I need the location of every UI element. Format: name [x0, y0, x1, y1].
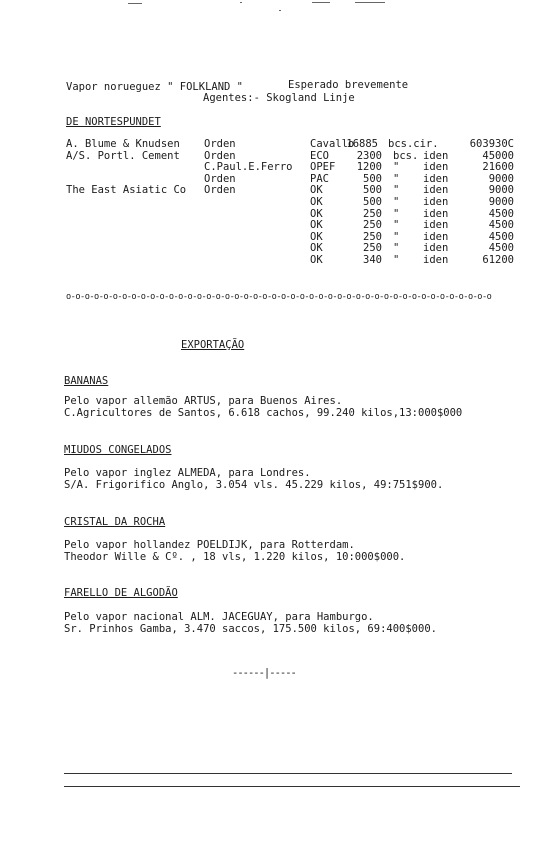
cargo-ditto: iden: [423, 219, 449, 232]
cargo-consignee: Orden: [204, 149, 236, 162]
cargo-unit: ": [393, 219, 400, 232]
expected-note: Esperado brevemente: [288, 79, 409, 91]
cargo-price: 45000: [482, 149, 514, 162]
cargo-ditto: iden: [423, 230, 449, 243]
cargo-unit: ": [393, 196, 400, 208]
cargo-price: 4500: [488, 230, 514, 243]
section-title: DE NORTESPUNDET: [66, 116, 161, 128]
cargo-quantity: 250: [363, 207, 382, 220]
cargo-ditto: iden: [423, 254, 449, 266]
cargo-unit: bcs.cir.: [388, 138, 439, 150]
cargo-shipper: A. Blume & Knudsen: [66, 138, 180, 150]
export-section-title: BANANAS: [64, 375, 109, 387]
cargo-ditto: iden: [423, 172, 449, 185]
cargo-quantity: 500: [363, 172, 382, 185]
cargo-price: 9000: [488, 172, 514, 185]
cargo-price: 4500: [488, 242, 514, 255]
cargo-shipper: A/S. Portl. Cement: [66, 149, 180, 162]
cargo-unit: ": [393, 184, 400, 197]
cargo-quantity: 340: [363, 254, 382, 266]
cargo-price: 4500: [488, 219, 514, 232]
scan-speck: [312, 2, 330, 3]
agents-line: Agentes:- Skogland Linje: [203, 92, 355, 104]
scan-speck: [355, 2, 385, 3]
cargo-unit: ": [393, 207, 400, 220]
cargo-mark: PAC: [310, 172, 329, 185]
cargo-mark: ECO: [310, 149, 329, 162]
export-line: S/A. Frigorifico Anglo, 3.054 vls. 45.229 kilos, 49:751$900.: [64, 479, 444, 491]
cargo-mark: OK: [310, 242, 323, 255]
cargo-ditto: iden: [423, 196, 449, 208]
cargo-mark: OK: [310, 230, 323, 243]
cargo-ditto: iden: [423, 161, 449, 174]
cargo-unit: ": [393, 254, 400, 266]
cargo-quantity: 1200: [356, 161, 382, 174]
cargo-mark: OK: [310, 184, 323, 197]
cargo-price: 9000: [488, 184, 514, 197]
cargo-mark: OK: [310, 219, 323, 232]
scan-speck: [279, 10, 281, 11]
export-line: Pelo vapor hollandez POELDIJK, para Rotterdam.: [64, 539, 355, 551]
cargo-consignee: C.Paul.E.Ferro: [204, 161, 293, 174]
cargo-ditto: iden: [423, 184, 449, 197]
scan-speck: [128, 3, 142, 4]
export-line: Theodor Wille & Cº. , 18 vls, 1.220 kilos, 10:000$000.: [64, 551, 406, 563]
footer-rule: [64, 786, 520, 787]
export-section-title: FARELLO DE ALGODÃO: [64, 587, 178, 599]
cargo-ditto: iden: [423, 149, 449, 162]
footer-rule: [64, 773, 512, 774]
cargo-quantity: 16885: [346, 138, 378, 150]
cargo-quantity: 250: [363, 219, 382, 232]
cargo-mark: OK: [310, 254, 323, 266]
export-line: Sr. Prinhos Gamba, 3.470 saccos, 175.500 kilos, 69:400$000.: [64, 623, 437, 635]
separator-line: o-o-o-o-o-o-o-o-o-o-o-o-o-o-o-o-o-o-o-o-o-o-o-o-o-o-o-o-o-o-o-o-o-o-o-o-o-o-o-o-o-o-o-o-o-o: [66, 292, 492, 302]
cargo-shipper: The East Asiatic Co: [66, 184, 187, 197]
cargo-quantity: 2300: [356, 149, 382, 162]
export-section-title: MIUDOS CONGELADOS: [64, 444, 172, 456]
export-line: Pelo vapor nacional ALM. JACEGUAY, para Hamburgo.: [64, 611, 374, 623]
cargo-ditto: iden: [423, 242, 449, 255]
end-mark: ------|-----: [232, 667, 296, 679]
cargo-price: 4500: [488, 207, 514, 220]
cargo-quantity: 250: [363, 230, 382, 243]
export-section-title: CRISTAL DA ROCHA: [64, 516, 166, 528]
cargo-price: 9000: [488, 196, 514, 208]
cargo-unit: ": [393, 161, 400, 174]
cargo-mark: OK: [310, 207, 323, 220]
cargo-mark: OPEF: [310, 161, 336, 174]
cargo-unit: bcs.: [393, 149, 419, 162]
cargo-price: 603930C: [469, 138, 514, 150]
cargo-consignee: Orden: [204, 138, 236, 150]
cargo-price: 21600: [482, 161, 514, 174]
scan-speck: [240, 2, 242, 3]
cargo-quantity: 250: [363, 242, 382, 255]
export-title: EXPORTAÇÃO: [181, 339, 245, 351]
ship-announcement: Vapor norueguez " FOLKLAND ": [66, 81, 244, 93]
cargo-unit: ": [393, 230, 400, 243]
cargo-mark: Cavallo: [310, 138, 355, 150]
cargo-unit: ": [393, 172, 400, 185]
cargo-consignee: Orden: [204, 184, 236, 197]
export-line: Pelo vapor allemão ARTUS, para Buenos Aires.: [64, 395, 343, 407]
cargo-consignee: Orden: [204, 172, 236, 185]
cargo-mark: OK: [310, 196, 323, 208]
cargo-ditto: iden: [423, 207, 449, 220]
export-line: C.Agricultores de Santos, 6.618 cachos, 99.240 kilos,13:000$000: [64, 407, 463, 419]
cargo-quantity: 500: [363, 184, 382, 197]
export-line: Pelo vapor inglez ALMEDA, para Londres.: [64, 467, 311, 479]
cargo-unit: ": [393, 242, 400, 255]
cargo-price: 61200: [482, 254, 514, 266]
cargo-quantity: 500: [363, 196, 382, 208]
